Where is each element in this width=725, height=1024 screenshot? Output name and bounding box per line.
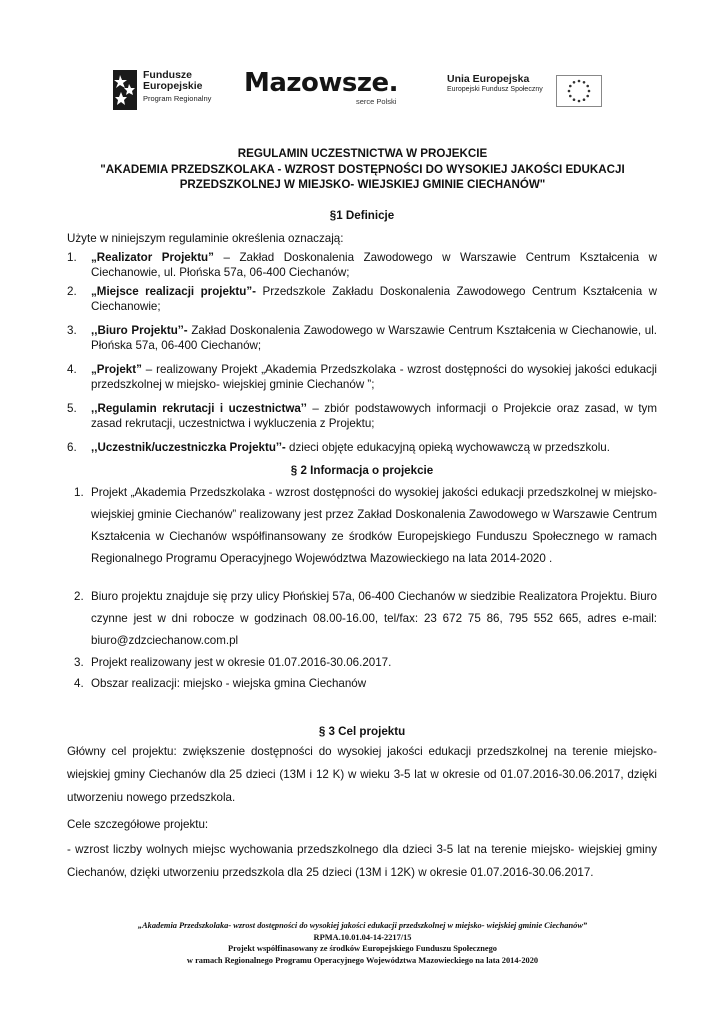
s1-item-5-num: 5.: [67, 402, 77, 415]
s1-item-5-text: – zbiór podstawowych informacji o Projekcie oraz zasad, w tym zasad rekrutacji, uczestnictwa i wykluczenia z Projektu;: [91, 402, 657, 430]
page-footer: [60, 920, 665, 966]
eu-line2: Europejski Fundusz Społeczny: [447, 86, 543, 93]
eu-stars-icon: [557, 76, 601, 106]
s1-item-1-num: 1.: [67, 251, 77, 264]
s1-item-4: [91, 362, 657, 392]
s1-item-3-text: Zakład Doskonalenia Zawodowego w Warszawie Centrum Kształcenia w Ciechanowie, ul. Płońska 57a, 06-400 Ciechanów;: [91, 324, 657, 352]
s1-item-5-term: ,,Regulamin rekrutacji i uczestnictwa’’: [91, 402, 307, 415]
s1-item-4-text: – realizowany Projekt „Akademia Przedszkolaka - wzrost dostępności do wysokiej jakości edukacji przedszkolnej w miejsko- wiejskiej gminie Ciechanów ”;: [91, 363, 657, 391]
s2-item-4: Obszar realizacji: miejsko - wiejska gmina Ciechanów: [91, 677, 367, 690]
fe-line2: Europejskie: [143, 80, 203, 92]
s1-item-6: [91, 440, 657, 455]
s1-item-2-num: 2.: [67, 285, 77, 298]
s1-item-3-term: ,,Biuro Projektu’’-: [91, 324, 188, 337]
mazowsze-logo: [244, 68, 399, 106]
mazowsze-wordmark: Mazowsze.: [244, 68, 399, 98]
fundusze-europejskie-logo: [113, 70, 211, 110]
s1-heading: §1 Definicje: [329, 209, 395, 222]
s3-main-goal: Główny cel projektu: zwiększenie dostępności do wysokiej jakości edukacji przedszkolnej na terenie miejsko-wiejskiej gminy Ciechanów dla 25 dzieci (13M i 12 K) w wieku 3-5 lat w okresie od 01.07.2016-30.06.2017, dzięki utworzeniu nowego przedszkola.: [67, 745, 657, 804]
title-line1: REGULAMIN UCZESTNICTWA W PROJEKCIE: [237, 147, 488, 160]
s1-item-3: [91, 323, 657, 353]
s1-intro: Użyte w niniejszym regulaminie określenia oznaczają:: [67, 232, 344, 245]
logo-strip: [0, 66, 725, 118]
s1-item-5: [91, 401, 657, 431]
footer-line1: „Akademia Przedszkolaka- wzrost dostępności do wysokiej jakości edukacji przedszkolnej w miejsko- wiejskiej gminie Ciechanów”: [137, 921, 588, 930]
s1-item-2-text: Przedszkole Zakładu Doskonalenia Zawodowego Centrum Kształcenia w Ciechanowie;: [91, 285, 657, 313]
title-line2: "AKADEMIA PRZEDSZKOLAKA - WZROST DOSTĘPNOŚCI DO WYSOKIEJ JAKOŚCI EDUKACJI: [100, 162, 625, 176]
eu-flag-icon: [556, 75, 602, 107]
s1-item-1-text: – Zakład Doskonalenia Zawodowego w Warszawie Centrum Kształcenia w Ciechanowie, ul. Płońska 57a, 06-400 Ciechanów;: [91, 251, 657, 279]
footer-line4: w ramach Regionalnego Programu Operacyjnego Województwa Mazowieckiego na lata 2014-2020: [186, 955, 539, 965]
s1-item-4-num: 4.: [67, 363, 77, 376]
s3-detailed-label: Cele szczegółowe projektu:: [67, 818, 209, 831]
s3-heading: § 3 Cel projektu: [318, 725, 406, 738]
s2-item-1-num: 1.: [74, 486, 84, 499]
title-line3: PRZEDSZKOLNEJ W MIEJSKO- WIEJSKIEJ GMINIE CIECHANÓW": [179, 178, 546, 191]
mazowsze-tagline: serce Polski: [356, 97, 397, 106]
fe-line1: Fundusze: [143, 69, 192, 81]
s1-item-2-term: „Miejsce realizacji projektu”-: [91, 285, 256, 298]
eu-line1: Unia Europejska: [447, 73, 530, 85]
s2-item-4-num: 4.: [74, 677, 84, 690]
s1-item-1: [91, 250, 657, 280]
s1-item-6-num: 6.: [67, 441, 77, 454]
s3-detailed-1: - wzrost liczby wolnych miejsc wychowania przedszkolnego dla dzieci 3-5 lat na terenie miejsko- wiejskiej gminy Ciechanów, dzięki utworzeniu przedszkola dla 25 dzieci (13M i 12K) w okresie 01.07.2016-30.06.2017.: [67, 843, 657, 879]
s1-item-1-term: „Realizator Projektu”: [91, 251, 214, 264]
s2-item-3-num: 3.: [74, 656, 84, 669]
s1-item-6-text: dzieci objęte edukacyjną opieką wychowawczą w przedszkolu.: [285, 441, 610, 454]
footer-line3: Projekt współfinasowany ze środków Europejskiego Funduszu Społecznego: [228, 944, 497, 953]
s2-item-3: Projekt realizowany jest w okresie 01.07.2016-30.06.2017.: [91, 656, 392, 669]
s1-item-6-term: ,,Uczestnik/uczestniczka Projektu’’-: [91, 441, 286, 454]
s2-heading: § 2 Informacja o projekcie: [290, 464, 434, 477]
fe-line3: Program Regionalny: [143, 94, 212, 103]
eu-label: [447, 72, 543, 93]
s1-item-2: [91, 284, 657, 314]
s1-item-4-term: „Projekt”: [91, 363, 142, 376]
s2-item-2-num: 2.: [74, 590, 84, 603]
s2-item-1: Projekt „Akademia Przedszkolaka - wzrost dostępności do wysokiej jakości edukacji przedszkolnej w miejsko- wiejskiej gminie Ciechanów” realizowany jest przez Zakład Doskonalenia Zawodowego w Warszawie Centrum Kształcenia w Ciechanów współfinansowany ze środków Europejskiego Funduszu Społecznego w ramach Regionalnego Programu Operacyjnego Województwa Mazowieckiego na lata 2014-2020 .: [91, 486, 657, 565]
s1-item-3-num: 3.: [67, 324, 77, 337]
s2-item-2: Biuro projektu znajduje się przy ulicy Płońskiej 57a, 06-400 Ciechanów w siedzibie Realizatora Projektu. Biuro czynne jest w dni robocze w godzinach 08.00-16.00, tel/fax: 23 672 75 86, 795 552 665, adres e-mail: biuro@zdzciechanow.com.pl: [91, 590, 657, 647]
fe-stars-icon: [113, 70, 137, 110]
document-title: [60, 146, 665, 193]
footer-line2: RPMA.10.01.04-14-2217/15: [313, 932, 412, 942]
